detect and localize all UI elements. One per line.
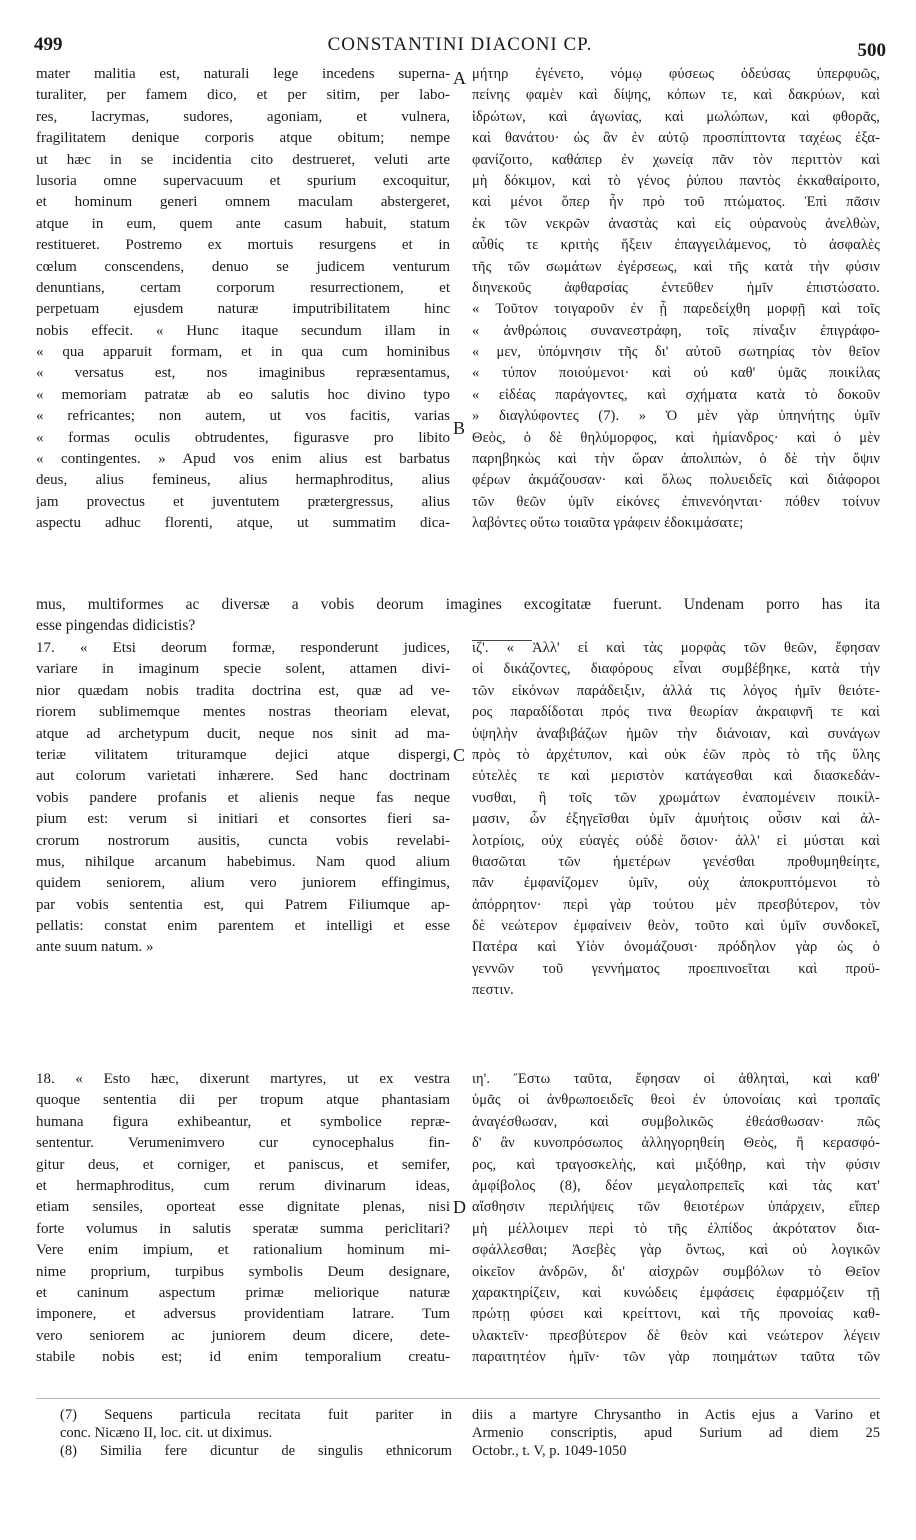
latin-line: riorem sublimemque mentes nostras theoriam elevat, bbox=[36, 704, 450, 721]
latin-column-section-1 bbox=[36, 64, 450, 535]
latin-line: etiam sensiles, oporteat esse dignitate plenas, nisi bbox=[36, 1199, 450, 1216]
latin-line: nime proprium, turpibus symbolis Deum designare, bbox=[36, 1263, 450, 1280]
latin-line: perpetuam ejusdem naturæ imputribilitatem hinc bbox=[36, 301, 450, 318]
footnote-line: Armenio conscriptis, apud Surium ad diem 25 bbox=[472, 1425, 880, 1441]
footnote-separator bbox=[36, 1398, 880, 1399]
footnote-line: diis a martyre Chrysantho in Actis ejus a Varino et bbox=[472, 1407, 880, 1423]
latin-line: et caninum aspectum primæ meliorique naturæ bbox=[36, 1284, 450, 1301]
greek-line: σφάλλεσθαι; Ἀσεβὲς γὰρ ὄντως, καὶ οὐ λογικῶν bbox=[472, 1242, 880, 1259]
greek-line: πρὸς τὸ ἀρχέτυπον, καὶ οὐκ ἐῶν πρὸς τὸ τῆς ὕλης bbox=[472, 746, 880, 763]
latin-line: gitur deus, et corniger, et paniscus, et semifer, bbox=[36, 1156, 450, 1173]
greek-line: Θεὸς, ὁ δὲ θηλύμορφος, καὶ ἡμίανδρος· καὶ ὁ μὲν bbox=[472, 429, 880, 446]
greek-line: « ἀνθρώποις συνανεστράφη, τοῖς πίναξιν ἐπιγράφο- bbox=[472, 322, 880, 339]
latin-line: et hermaphroditus, cum rerum divinarum ideas, bbox=[36, 1177, 450, 1194]
latin-line: cœlum conscendens, denuo se judicem venturum bbox=[36, 258, 450, 275]
latin-line: mus, nihilque arcanum habebimus. Nam quod alium bbox=[36, 853, 450, 870]
latin-line: turaliter, per famem dico, et per sitim, per labo- bbox=[36, 87, 450, 104]
greek-line: πείνης φαμὲν καὶ δίψης, κόπων τε, καὶ δακρύων, καὶ bbox=[472, 87, 880, 104]
latin-line: res, lacrymas, sudores, agoniam, et vulnera, bbox=[36, 108, 450, 125]
latin-line: pellatis: constat enim parentem et intelligi et esse bbox=[36, 918, 450, 935]
greek-line: Πατέρα καὶ Υἱὸν ὀνομάζουσι· πρόδηλον γὰρ ὡς ὁ bbox=[472, 939, 880, 956]
footnotes-right bbox=[472, 1406, 880, 1460]
latin-line: atque ad archetypum ducit, neque nos sinit ad ma- bbox=[36, 725, 450, 742]
greek-line: λοτρίοις, οὐχ εὐαγὲς οὐδὲ ὅσιον· ἀλλ' εἰ μύσται καὶ bbox=[472, 832, 880, 849]
greek-line: αὖθίς τε κριτὴς ἥξειν ἐπαγγειλάμενος, τὸ ἀσφαλὲς bbox=[472, 237, 880, 254]
greek-line: νυσθαι, ἢ τοῖς τῶν χρωμάτων ἐναπομένειν ποικίλ- bbox=[472, 789, 880, 806]
latin-line: 18. « Esto hæc, dixerunt martyres, ut ex vestra bbox=[36, 1071, 450, 1087]
greek-line: δὲ νεώτερον ἐμφαίνειν θεὸν, τοῦτο καὶ ὑμῖν συνδοκεῖ, bbox=[472, 918, 880, 935]
greek-line: ὑμᾶς οἱ ἀνθρωποειδεῖς θεοὶ ἐν ὑπονοίαις καὶ τροπαῖς bbox=[472, 1092, 880, 1109]
greek-line: τῶν θεῶν ὑμῖν εἰκόνες ἐπινενόηνται· πόθεν τοίνυν bbox=[472, 493, 880, 510]
latin-line: deus, alius femineus, alius hermaphroditus, alius bbox=[36, 472, 450, 489]
latin-line: nior quædam nobis tradita doctrina est, quæ ad ve- bbox=[36, 682, 450, 699]
greek-column-section-1 bbox=[472, 64, 880, 535]
greek-line: μασιν, ὧν ἐξηγεῖσθαι ὑμῖν ἀμυήτοις οὖσιν καὶ ἀλ- bbox=[472, 811, 880, 828]
latin-line: aut colorum varietati inhærere. Sed hanc doctrinam bbox=[36, 768, 450, 785]
greek-line: διηνεκοῦς ἀφθαρσίας ἐντεῦθεν ἡμῖν ἐπιστώσατο. bbox=[472, 279, 880, 296]
greek-line: καὶ θανάτου· ὡς ἂν ἐν αὐτῷ προσπίπτοντα ταχέως ἐξα- bbox=[472, 130, 880, 147]
latin-line: ante suum natum. » bbox=[36, 939, 154, 956]
margin-marker-c: C bbox=[453, 745, 466, 765]
greek-line: καὶ μένοι ὅπερ ἦν πρὸ τοῦ πτώματος. Ἐπὶ πᾶσιν bbox=[472, 194, 880, 211]
greek-line: τῶν εἰκόνων παράδειξιν, ἀλλά τις λόγος ἡμῖν θειότε- bbox=[472, 682, 880, 699]
latin-line: sententur. Verumenimvero cur cynocephalus fin- bbox=[36, 1135, 450, 1152]
greek-line: ἱδρώτων, καὶ ἀγωνίας, καὶ μωλώπων, καὶ φθορᾶς, bbox=[472, 108, 880, 125]
latin-line: atque in eum, quem ante casum habuit, statum bbox=[36, 215, 450, 232]
latin-line: denuntians, certam corporum resurrectionem, et bbox=[36, 279, 450, 296]
greek-line: λαβόντες οὕτω τοιαῦτα γράφειν ἐδοκιμάσατε; bbox=[472, 515, 744, 532]
latin-line: « memoriam patratæ ab eo salutis hoc divino typo bbox=[36, 386, 450, 403]
latin-line: Vere enim impium, et rationalium hominum mi- bbox=[36, 1242, 450, 1259]
greek-line: « τύπον ποιούμενοι· καὶ οὐ καθ' ὑμᾶς ποικίλας bbox=[472, 365, 880, 382]
greek-line: μὴ μέλλοιμεν περὶ τὸ τῆς ἐλπίδος ἀκρότατον δια- bbox=[472, 1220, 880, 1237]
latin-column-section-18 bbox=[36, 1069, 450, 1368]
latin-line: humana figura exhibeantur, et symbolice repræ- bbox=[36, 1113, 450, 1130]
margin-marker-d: D bbox=[453, 1197, 466, 1217]
latin-line: jam provectus et juventutem prætergressus, alius bbox=[36, 493, 450, 510]
greek-line: φέρων ἀκμάζουσαν· καὶ ὅλως πολυειδεῖς καὶ διάφοροι bbox=[472, 472, 880, 489]
greek-column-section-17 bbox=[472, 638, 880, 1002]
greek-line: μήτηρ ἐγένετο, νόμῳ φύσεως ὁδεύσας ὑπερφυῶς, bbox=[472, 66, 880, 82]
latin-line: fragilitatem denique corporis atque obitum; nempe bbox=[36, 130, 450, 147]
greek-line: τῆς τῶν σωμάτων ἐγέρσεως, καὶ τῆς κατὰ τὴν φύσιν bbox=[472, 258, 880, 275]
greek-line: « Τοῦτον τοιγαροῦν ἐν ᾗ παρεδείχθη μορφῇ καὶ τοῖς bbox=[472, 301, 880, 318]
footnote-line: (8) Similia fere dicuntur de singulis ethnicorum bbox=[60, 1443, 452, 1459]
full-width-line: mus, multiformes ac diversæ a vobis deorum imagines excogitatæ fuerunt. Undenam porro has ita bbox=[36, 596, 880, 613]
latin-line: vobis pandere profanis et alienis neque fas neque bbox=[36, 789, 450, 806]
greek-line: ἀναγέσθωσαν, καὶ συμβολικῶς ἐθεάσθωσαν· πῶς bbox=[472, 1113, 880, 1130]
greek-line: ἀμφίβολος (8), δέον μεγαλοπρεπεῖς καὶ τὰς κατ' bbox=[472, 1177, 880, 1194]
latin-line: variare in imaginum specie solent, attamen divi- bbox=[36, 661, 450, 678]
running-title: CONSTANTINI DIACONI CP. bbox=[327, 34, 593, 55]
latin-line: « versatus est, nos imaginibus repræsentamus, bbox=[36, 365, 450, 382]
latin-line: 17. « Etsi deorum formæ, responderunt judices, bbox=[36, 640, 450, 656]
page-number-left: 499 bbox=[34, 34, 63, 55]
greek-line: παρηβηκὼς καὶ τὴν ὥραν ἀπολιπὼν, ὁ δὲ τὴν ὄψιν bbox=[472, 451, 880, 468]
greek-line: χαρακτηρίζειν, καὶ κυνώδεις ἐμφάσεις ἐφαρμόζειν τῇ bbox=[472, 1284, 880, 1301]
page-number-right: 500 bbox=[857, 40, 886, 61]
greek-line: πᾶν ἐμφανίζομεν ὑμῖν, οὐχ ἀποκρυπτόμενοι τὸ bbox=[472, 875, 880, 892]
greek-line: υλακτεῖν· πρεσβύτερον δὲ θεὸν καὶ νεώτερον λέγειν bbox=[472, 1327, 880, 1344]
greek-line: ιη'. Ἔστω ταῦτα, ἔφησαν οἱ ἀθληταὶ, καὶ καθ' bbox=[472, 1071, 880, 1087]
full-width-continuation bbox=[36, 594, 880, 637]
greek-line: ιζ'. « Ἀλλ' εἰ καὶ τὰς μορφὰς τῶν θεῶν, ἔφησαν bbox=[472, 640, 880, 656]
latin-line: vero seniorem ac juniorem deum dicere, dete- bbox=[36, 1327, 450, 1344]
greek-line: παραιτητέον ἡμῖν· τῶν γὰρ ποιημάτων ταῦτα τῶν bbox=[472, 1349, 880, 1366]
latin-line: quidem seniorem, alium vero juniorem effingimus, bbox=[36, 875, 450, 892]
latin-line: restitueret. Postremo ex mortuis resurgens et in bbox=[36, 237, 450, 254]
latin-line: aspectu adhuc florenti, atque, ut summatim dica- bbox=[36, 515, 450, 532]
greek-line: ἐκ τῶν νεκρῶν ἀναστὰς καὶ εἰς οὐρανοὺς ἀνελθὼν, bbox=[472, 215, 880, 232]
footnote-line: (7) Sequens particula recitata fuit pariter in bbox=[60, 1407, 452, 1423]
latin-line: pium est: verum si initiari et consortes fieri sa- bbox=[36, 811, 450, 828]
latin-line: imponere, et adversus providentiam latrare. Tum bbox=[36, 1306, 450, 1323]
latin-line: mater malitia est, naturali lege incedens superna- bbox=[36, 66, 450, 82]
greek-line: ρος, καὶ τραγοσκελὴς, καὶ μιξόθηρ, καὶ τὴν φύσιν bbox=[472, 1156, 880, 1173]
margin-marker-a: A bbox=[453, 68, 466, 88]
greek-line: πρώτῃ φύσει καὶ κρείττονι, καὶ τῆς προνοίας καθ- bbox=[472, 1306, 880, 1323]
greek-column-section-18 bbox=[472, 1069, 880, 1368]
greek-line: θιασῶται τῶν ἡμετέρων γενέσθαι προθυμηθείητε, bbox=[472, 853, 880, 870]
latin-column-section-17 bbox=[36, 638, 450, 959]
latin-line: forte volumus in salutis speratæ summa periclitari? bbox=[36, 1220, 450, 1237]
greek-line: « εἰδέας παράγοντες, καὶ σχήματα κατὰ τὸ δοκοῦν bbox=[472, 386, 880, 403]
latin-line: par vobis sententia est, qui Patrem Filiumque ap- bbox=[36, 896, 450, 913]
greek-line: « μεν, ὑπόμνησιν τῆς δι' αὐτοῦ σωτηρίας τὸν θεῖον bbox=[472, 344, 880, 361]
greek-line: μὴ δόκιμον, καὶ τὸ γένος ῥύπου παντὸς ἐκκαθαίροιτο, bbox=[472, 172, 880, 189]
margin-marker-b: B bbox=[453, 418, 466, 438]
latin-line: quoque sententia dii per tropum atque phantasiam bbox=[36, 1092, 450, 1109]
greek-line: δ' ἂν κυνοπρόσωπος ἀλληγορηθείη Θεὸς, ἢ κερασφό- bbox=[472, 1135, 880, 1152]
latin-line: lusoria omne supervacuum et spurium excoquitur, bbox=[36, 172, 450, 189]
footnote-line: conc. Nicæno II, loc. cit. ut diximus. bbox=[60, 1425, 273, 1441]
greek-line: εὐτελὲς τε καὶ μεριστὸν κατάγεσθαι καὶ διασκεδάν- bbox=[472, 768, 880, 785]
latin-line: teriæ vilitatem trituramque dejici atque dispergi, bbox=[36, 746, 450, 763]
running-header bbox=[34, 30, 886, 60]
greek-line: οἰκεῖον ἀνδρῶν, δι' αἰσχρῶν συμβόλων τὸ Θεῖον bbox=[472, 1263, 880, 1280]
latin-line: « formas oculis obtrudentes, figurasve pro libito bbox=[36, 429, 450, 446]
latin-line: « qua apparuit formam, et in qua cum hominibus bbox=[36, 344, 450, 361]
latin-line: « contingentes. » Apud vos enim alius est barbatus bbox=[36, 451, 450, 468]
latin-line: et hominum generi omnem maculam abstergeret, bbox=[36, 194, 450, 211]
greek-line: φανίζοιτο, καθάπερ ἐν χωνείᾳ πᾶν τὸν περιττὸν καὶ bbox=[472, 151, 880, 168]
greek-line: οἱ δικάζοντες, διαφόρους εἶναι συμβέβηκε, κατὰ τὴν bbox=[472, 661, 880, 678]
latin-line: « refricantes; non autem, ut vos facitis, varias bbox=[36, 408, 450, 425]
greek-line: ἀπόρρητον· περὶ γὰρ τούτου μὲν πρεσβύτερον, τὸν bbox=[472, 896, 880, 913]
latin-line: crorum nostrorum ausitis, cuncta vobis revelabi- bbox=[36, 832, 450, 849]
greek-line: γεννῶν τοῦ γεννήματος προεπινοεῖται καὶ προϋ- bbox=[472, 960, 880, 977]
greek-line: πεστιν. bbox=[472, 982, 514, 999]
full-width-line: esse pingendas didicistis? bbox=[36, 617, 196, 635]
latin-line: ut hæc in se incidentia cito destrueret, veluti arte bbox=[36, 151, 450, 168]
greek-line: » διαγλύφοντες (7). » Ὁ μὲν γὰρ ὑπηνήτης ὑμῖν bbox=[472, 408, 880, 425]
greek-line: ὑψηλὴν ἀναβιβάζων ἡμῶν τὴν διάνοιαν, καὶ συνάγων bbox=[472, 725, 880, 742]
footnote-line: Octobr., t. V, p. 1049-1050 bbox=[472, 1443, 627, 1459]
latin-line: nobis effecit. « Hunc itaque secundum illam in bbox=[36, 322, 450, 339]
greek-line: αἴσθησιν περιλήψεις τῶν θειοτέρων ὑπάρχειν, εἴπερ bbox=[472, 1199, 880, 1216]
latin-line: stabile nobis est; id enim temporalium creatu- bbox=[36, 1349, 450, 1366]
footnotes-left bbox=[60, 1406, 452, 1460]
greek-line: ρος παραδίδοται πρός τινα θεωρίαν ἀκραιφνῆ τε καὶ bbox=[472, 704, 880, 721]
